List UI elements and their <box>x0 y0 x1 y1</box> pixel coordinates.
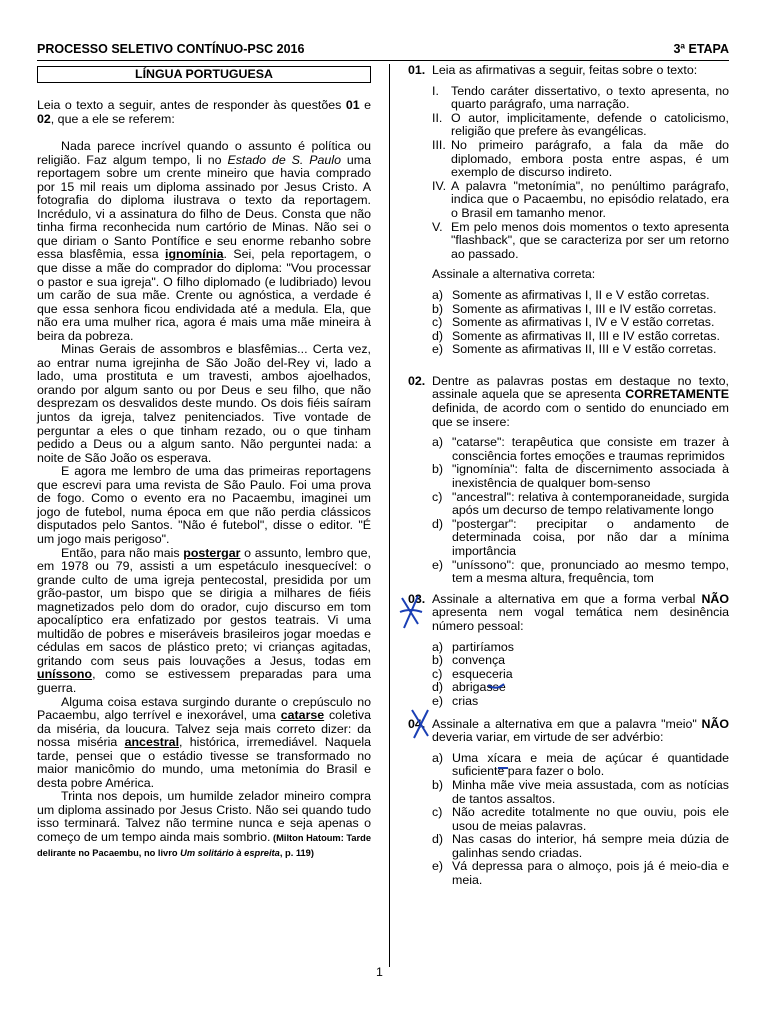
header-rule <box>37 60 729 61</box>
q03-option: e) crias <box>432 693 479 708</box>
q01-statement: II. O autor, implicitamente, defende o catolicismo, religião que prefere às evangélicas. <box>432 110 729 139</box>
q01-option: c) Somente as afirmativas I, IV e V estão corretas. <box>432 315 715 330</box>
q03-option: a) partiríamos <box>432 639 514 654</box>
q01-prompt: Assinale a alternativa correta: <box>432 267 596 282</box>
source-citation: (Milton Hatoum: Tarde delirante no Pacaembu, no livro Um solitário à espreita, p. 119) <box>37 832 372 858</box>
q02-option: a) "catarse": terapêutica que consiste em trazer à consciência fortes emoções e traumas reprimidos <box>432 435 729 463</box>
column-divider <box>389 64 390 967</box>
q04-option: b) Minha mãe vive meia assustada, com as notícias de tantos assaltos. <box>432 777 729 806</box>
q02-option: e) "uníssono": que, pronunciado ao mesmo tempo, tem a mesma altura, frequência, tom <box>432 557 729 586</box>
text-paragraph-5: Alguma coisa estava surgindo durante o crepúsculo no Pacaembu, algo terrível e inexorável, uma catarse coletiva da miséria, da loucura. Talvez seja mais correto dizer: da nossa miséria ancestral, histórica, irremediável. Naquela tarde, pensei que o estádio tivesse se transformado no maior manicômio do mundo, uma metonímia do Brasil e desta pobre América. <box>37 694 371 790</box>
text-paragraph-4: Então, para não mais postergar o assunto, lembro que, em 1978 ou 79, assisti a um espetáculo inesquecível: o grande culto de uma igreja pentecostal, presidida por um grão-pastor, um bispo que se dirigia a milhares de fiéis magnetizados pelo dom do orador, cujo discurso em tom apocalíptico era enfatizado por gestos teatrais. Vi uma multidão de pobres e miseráveis brasileiros jogar moedas e cédulas em sacos de plástico preto; vi crianças agitadas, gritando com seus pais louvações a Jesus, todas em uníssono, como se estivessem preparadas para uma guerra. <box>37 545 371 695</box>
q01-option: a) Somente as afirmativas I, II e V estão corretas. <box>432 287 710 302</box>
q04-option: a) Uma xícara e meia de açúcar é quantidade suficiente para fazer o bolo. <box>432 750 729 779</box>
q01-option: b) Somente as afirmativas I, III e IV estão corretas. <box>432 301 717 316</box>
text-paragraph-1: Nada parece incrível quando o assunto é política ou religião. Faz algum tempo, li no Estado de S. Paulo uma reportagem sobre um crente mineiro que havia comprado por 15 mil reais um diploma assinado por Jesus Cristo. A fotografia do diploma ilustrava o texto da reportagem. Incrédulo, vi a assinatura do filho de Deus. Consta que não tinha firma reconhecida num cartório de Minas. Não sei o que diriam o Santo Pontífice e seu enorme rebanho sobre essa blasfêmia, essa ignomínia. Sei, pela reportagem, o que disse a mãe do comprador do diploma: "Vou processar o pastor e sua igreja". O filho diplomado (e ludibriado) levou um carão de sua mãe. Crente ou agnóstica, a verdade é que essa senhora ficou endividada até a medula. Ela, que não era uma mulher rica, agora é mais uma mãe mineira à beira da pobreza. <box>37 139 372 343</box>
question-03: 03. Assinale a alternativa em que a forma verbal NÃO apresenta nem vogal temática nem desinência número pessoal: a) partiríamos b) convença c) esqueceria d) abrigasse e) crias <box>408 591 729 708</box>
question-01: 01. Leia as afirmativas a seguir, feitas sobre o texto: I. Tendo caráter dissertativo, o texto apresenta, no quarto parágrafo, uma narração. II. O autor, implicitamente, defende o catolicismo, religião que prefere às evangélicas. III. No primeiro parágrafo, a fala da mãe do diplomado, embora posta entre aspas, é um exemplo de discurso indireto. IV. A palavra "metonímia", no penúltimo parágrafo, indica que o Pacaembu, no episódio relatado, era o Brasil em tamanho menor. V. Em pelo menos dois momentos o texto apresenta "flashback", que se caracteriza por ser um retorno ao passado. Assinale a alternativa correta: a) Somente as afirmativas I, II e V estão corretas. b) Somente as afirmativas I, III e IV estão corretas. c) Somente as afirmativas I, IV e V estão corretas. d) Somente as afirmativas II, III e IV estão corretas. e) Somente as afirmativas II, III e V estão corretas. <box>408 63 729 357</box>
q01-option: d) Somente as afirmativas II, III e IV estão corretas. <box>432 328 720 343</box>
text-paragraph-6: Trinta nos depois, um humilde zelador mineiro compra um diploma assinado por Jesus Cristo. Não sei quando tudo isso terminará. Talvez não termine nunca e seja apenas o começo de um tempo ainda mais sombrio. (Milton Hatoum: Tarde delirante no Pacaembu, no livro Um solitário à espreita, p. 119) <box>37 789 372 858</box>
text-paragraph-2: Minas Gerais de assombros e blasfêmias... Certa vez, ao entrar numa igrejinha de São João del-Rey vi, lado a lado, uma prostituta e um travesti, ambos ajoelhados, orando por algum santo ou por Deus e seu filho, que não desprezam os desvalidos deste mundo. Os dois fiéis saíram juntos da igreja, talvez penitenciados. Tive vontade de perguntar a eles o que tinham rezado, ou o que tinham pedido a Deus ou a algum santo. Não perguntei nada: a noite de São João os esperava. <box>37 342 371 465</box>
section-title: LÍNGUA PORTUGUESA <box>37 66 371 83</box>
q02-option: c) "ancestral": relativa à contemporaneidade, surgida após um decurso de tempo relativamente longo <box>432 489 729 518</box>
q02-option: d) "postergar": precipitar o andamento de determinada coisa, por não dar a mínima importância <box>432 516 729 558</box>
highlight-ancestral: ancestral <box>124 735 180 750</box>
right-column <box>408 64 729 888</box>
left-column <box>37 64 371 860</box>
q01-statement: I. Tendo caráter dissertativo, o texto apresenta, no quarto parágrafo, uma narração. <box>432 83 729 112</box>
question-02: 02. Dentre as palavras postas em destaque no texto, assinale aquela que se apresenta CORRETAMENTE definida, de acordo com o sentido do enunciado em que se insere: a) "catarse": terapêutica que consiste em trazer à consciência fortes emoções e traumas reprimidos b) "ignomínia": falta de discernimento associada à inexistência de qualquer bom-senso c) "ancestral": relativa à contemporaneidade, surgida após um decurso de tempo relativamente longo d) "postergar": precipitar o andamento de determinada coisa, por não dar a mínima importância e) "uníssono": que, pronunciado ao mesmo tempo, tem a mesma altura, frequência, tom <box>408 373 729 586</box>
q01-option: e) Somente as afirmativas II, III e V estão corretas. <box>432 342 717 357</box>
exam-stage: 3ª ETAPA <box>673 42 729 56</box>
exam-title: PROCESSO SELETIVO CONTÍNUO-PSC 2016 <box>37 42 305 56</box>
q01-statement: V. Em pelo menos dois momentos o texto apresenta "flashback", que se caracteriza por ser um retorno ao passado. <box>432 219 729 261</box>
q04-option: c) Não acredite totalmente no que ouviu, pois ele usou de meias palavras. <box>432 805 729 833</box>
highlight-postergar: postergar <box>183 545 241 560</box>
q01-statement: IV. A palavra "metonímia", no penúltimo parágrafo, indica que o Pacaembu, no episódio relatado, era o Brasil em tamanho menor. <box>432 178 729 220</box>
q02-option: b) "ignomínia": falta de discernimento associada à inexistência de qualquer bom-senso <box>432 462 729 491</box>
instructions: Leia o texto a seguir, antes de responder às questões 01 e 02, que a ele se referem: <box>37 98 371 126</box>
q01-statement: III. No primeiro parágrafo, a fala da mãe do diplomado, embora posta entre aspas, é um exemplo de discurso indireto. <box>432 137 729 180</box>
q04-option: d) Nas casas do interior, há sempre meia dúzia de galinhas sendo criadas. <box>432 832 729 860</box>
q04-option: e) Vá depressa para o almoço, pois já é meio-dia e meia. <box>432 859 729 888</box>
q03-option: b) convença <box>432 653 506 668</box>
question-04: 04. Assinale a alternativa em que a palavra "meio" NÃO deveria variar, em virtude de ser advérbio: a) Uma xícara e meia de açúcar é quantidade suficiente para fazer o bolo. b) Minha mãe vive meia assustada, com as notícias de tantos assaltos. c) Não acredite totalmente no que ouviu, pois ele usou de meias palavras. d) Nas casas do interior, há sempre meia dúzia de galinhas sendo criadas. e) Vá depressa para o almoço, pois já é meio-dia e meia. <box>408 716 729 888</box>
highlight-catarse: catarse <box>280 708 325 723</box>
text-paragraph-3: E agora me lembro de uma das primeiras reportagens que escrevi para uma revista de São Paulo. Foi uma prova de fogo. Como o evento era no Pacaembu, imaginei um jogo de futebol, numa época em que não perdia clássicos disputados pelo Santos. "Não é futebol", disse o editor. "É um jogo mais perigoso". <box>37 464 371 546</box>
highlight-unissono: uníssono <box>37 667 93 682</box>
page-header <box>37 42 729 60</box>
highlight-ignominia: ignomínia <box>165 247 224 262</box>
q03-option: d) abrigasse <box>432 680 506 695</box>
q03-option: c) esqueceria <box>432 666 513 681</box>
page-number: 1 <box>376 965 383 979</box>
